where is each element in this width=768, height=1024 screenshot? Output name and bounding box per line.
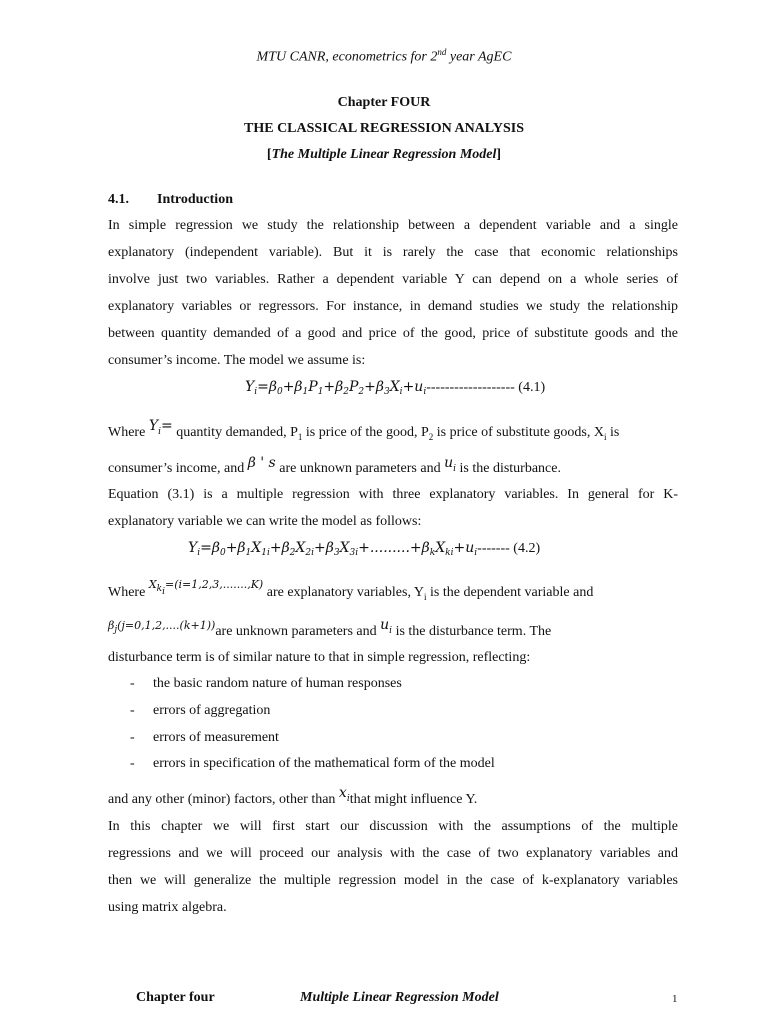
paragraph-line: disturbance term is of similar nature to that in simple regression, reflecting: bbox=[108, 650, 531, 665]
equation-4-1: $Y_i=\beta_0+\beta_1P_1+\beta_2P_2+\beta_3X_i+u_i-------------------$ (4.1) bbox=[245, 379, 546, 397]
chapter-subtitle: [The Multiple Linear Regression Model] bbox=[266, 147, 502, 162]
chapter-title: THE CLASSICAL REGRESSION ANALYSIS bbox=[244, 121, 524, 136]
paragraph-line: explanatory variable we can write the model as follows: bbox=[108, 514, 422, 529]
chapter-label: Chapter FOUR bbox=[337, 95, 431, 110]
bullet-marker: - bbox=[130, 703, 135, 718]
paragraph-line: explanatory (independent variable). But it is rarely the case that economic relationships bbox=[108, 245, 678, 260]
footer-chapter: Chapter four bbox=[136, 990, 215, 1005]
paragraph-line: explanatory variables or regressors. For instance, in demand studies we study the relationship bbox=[108, 299, 678, 314]
paragraph-line: and any other (minor) factors, other than $x_ithat$ might influence Y. bbox=[108, 785, 478, 807]
page-number: 1 bbox=[672, 993, 678, 1005]
equation-4-2: $Y_i=\beta_0+\beta_1X_{1i}+\beta_2X_{2i}+\beta_3X_{3i}+.........+\beta_kX_{ki}+u_i-------$ (4.2) bbox=[188, 540, 541, 558]
list-item: errors in specification of the mathematical form of the model bbox=[153, 756, 495, 771]
section-title: Introduction bbox=[157, 192, 233, 207]
where-line-1: Where $Y_i=$ quantity demanded, $P_1$ is price of the good, $P_2$ is price of substitute goods, $X_i$ is bbox=[108, 418, 620, 442]
equation-number: ------- (4.2) bbox=[477, 541, 541, 556]
bullet-marker: - bbox=[130, 676, 135, 691]
equation-number: ------------------- (4.1) bbox=[426, 380, 546, 395]
paragraph-line: then we will generalize the multiple regression model in the case of k-explanatory variables bbox=[108, 873, 678, 888]
bullet-marker: - bbox=[130, 730, 135, 745]
where-line-2b: $^{\beta_j(j=0,1,2,....(k+1))}$are unknown parameters and $u_i$ is the disturbance term. The bbox=[108, 617, 552, 639]
running-header: MTU CANR, econometrics for 2nd year AgEC bbox=[256, 47, 512, 65]
paragraph-line: In this chapter we will first start our discussion with the assumptions of the multiple bbox=[108, 819, 678, 834]
paragraph-line: regressions and we will proceed our analysis with the case of two explanatory variables and bbox=[108, 846, 678, 861]
paragraph-line: between quantity demanded of a good and price of the good, price of substitute goods and the bbox=[108, 326, 678, 341]
paragraph-line: using matrix algebra. bbox=[108, 900, 227, 915]
section-number: 4.1. bbox=[108, 192, 129, 207]
paragraph-line: involve just two variables. Rather a dependent variable Y can depend on a whole series of bbox=[108, 272, 678, 287]
list-item: errors of measurement bbox=[153, 730, 279, 745]
list-item: the basic random nature of human responses bbox=[153, 676, 402, 691]
paragraph-line: Equation (3.1) is a multiple regression with three explanatory variables. In general for K- bbox=[108, 487, 678, 502]
paragraph-line: consumer’s income. The model we assume is: bbox=[108, 353, 366, 368]
paragraph-line: In simple regression we study the relationship between a dependent variable and a single bbox=[108, 218, 678, 233]
where-line-1b: consumer’s income, and β ' s are unknown parameters and $u_i$ is the disturbance. bbox=[108, 455, 561, 476]
where-line-2: Where $^{X_{k_i}=(i=1,2,3,.......,K)}$ are explanatory variables, $Y_i$ is the dependent variable and bbox=[108, 578, 594, 602]
footer-title: Multiple Linear Regression Model bbox=[300, 990, 499, 1005]
bullet-marker: - bbox=[130, 756, 135, 771]
list-item: errors of aggregation bbox=[153, 703, 271, 718]
